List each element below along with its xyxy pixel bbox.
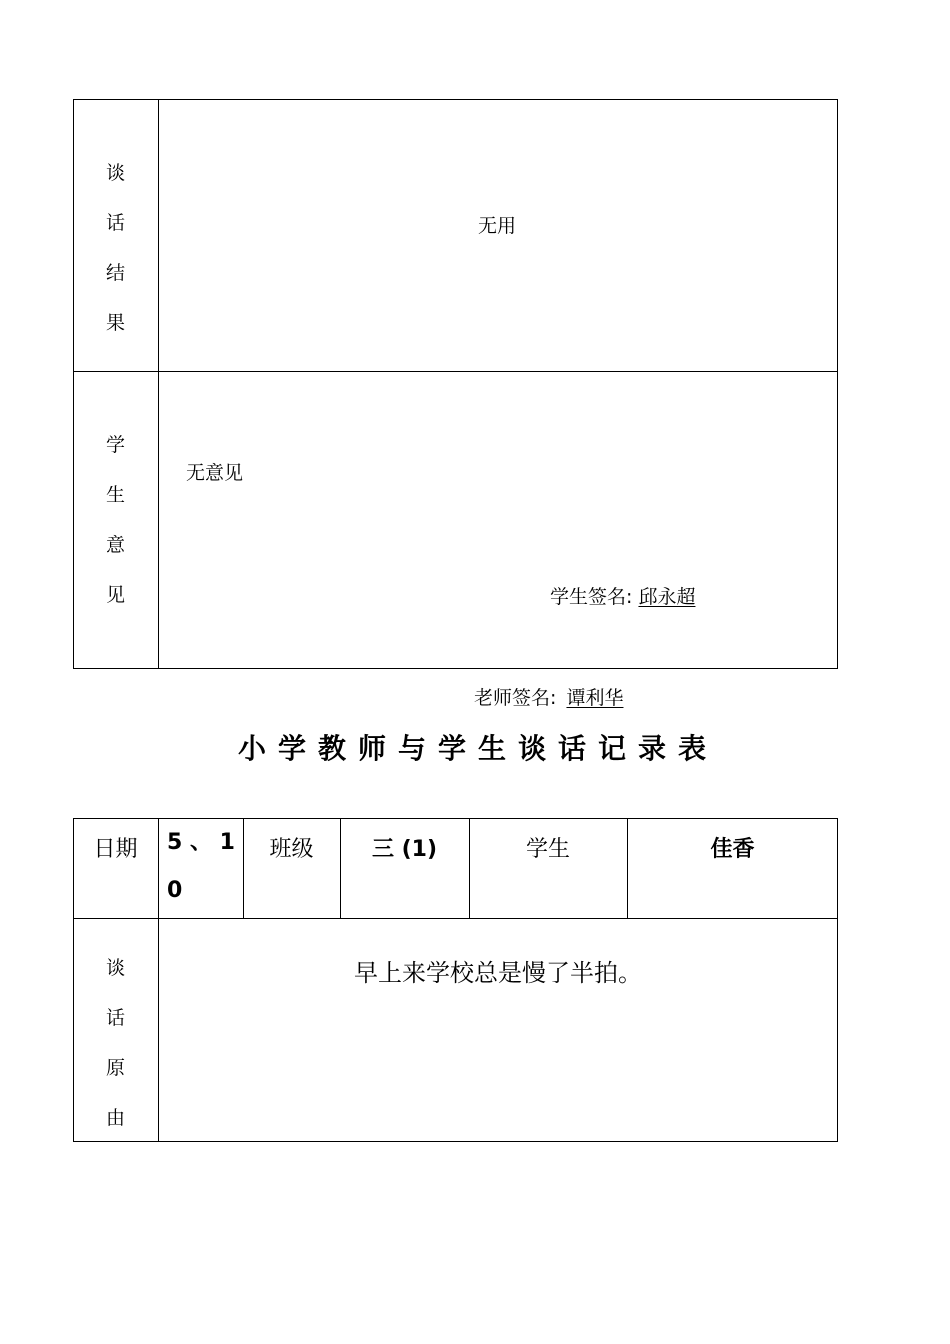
student-signature-label: 学生签名:	[550, 586, 633, 608]
opinion-label-char: 学	[105, 434, 125, 456]
opinion-label-char: 生	[105, 484, 125, 506]
opinion-text: 无意见	[186, 462, 244, 484]
page-title: 小学教师与学生谈话记录表	[237, 732, 718, 765]
result-label	[73, 148, 158, 348]
teacher-signature-label: 老师签名:	[474, 687, 557, 709]
student-label: 学生	[525, 837, 570, 862]
opinion-label-char: 意	[105, 534, 125, 556]
date-label: 日期	[93, 837, 138, 862]
result-label-char: 果	[105, 312, 125, 334]
result-label-char: 结	[105, 262, 125, 284]
reason-label-char: 由	[105, 1107, 125, 1129]
result-label-char: 谈	[105, 162, 125, 184]
reason-text: 早上来学校总是慢了半拍。	[354, 959, 642, 987]
top-table-column-divider	[158, 99, 159, 669]
result-label-char: 话	[105, 212, 125, 234]
top-table-row-divider	[73, 371, 838, 372]
student-signature-name: 邱永超	[638, 586, 696, 608]
student-signature	[550, 582, 695, 609]
reason-label-char: 谈	[105, 957, 125, 979]
record-table-row-divider	[73, 918, 838, 919]
date-value-line: 0	[167, 878, 183, 903]
date-value	[167, 819, 235, 915]
teacher-signature	[474, 683, 623, 710]
date-value-line: 5 、 1	[167, 830, 235, 855]
class-value: 三 (1)	[371, 837, 438, 862]
reason-label-char: 话	[105, 1007, 125, 1029]
top-record-table	[73, 99, 838, 669]
opinion-label	[73, 420, 158, 620]
teacher-signature-name: 谭利华	[566, 687, 624, 709]
reason-label-char: 原	[105, 1057, 125, 1079]
reason-label	[73, 943, 158, 1143]
opinion-label-char: 见	[105, 584, 125, 606]
class-label: 班级	[269, 837, 314, 862]
result-text: 无用	[478, 215, 517, 237]
student-name: 佳香	[710, 837, 755, 862]
